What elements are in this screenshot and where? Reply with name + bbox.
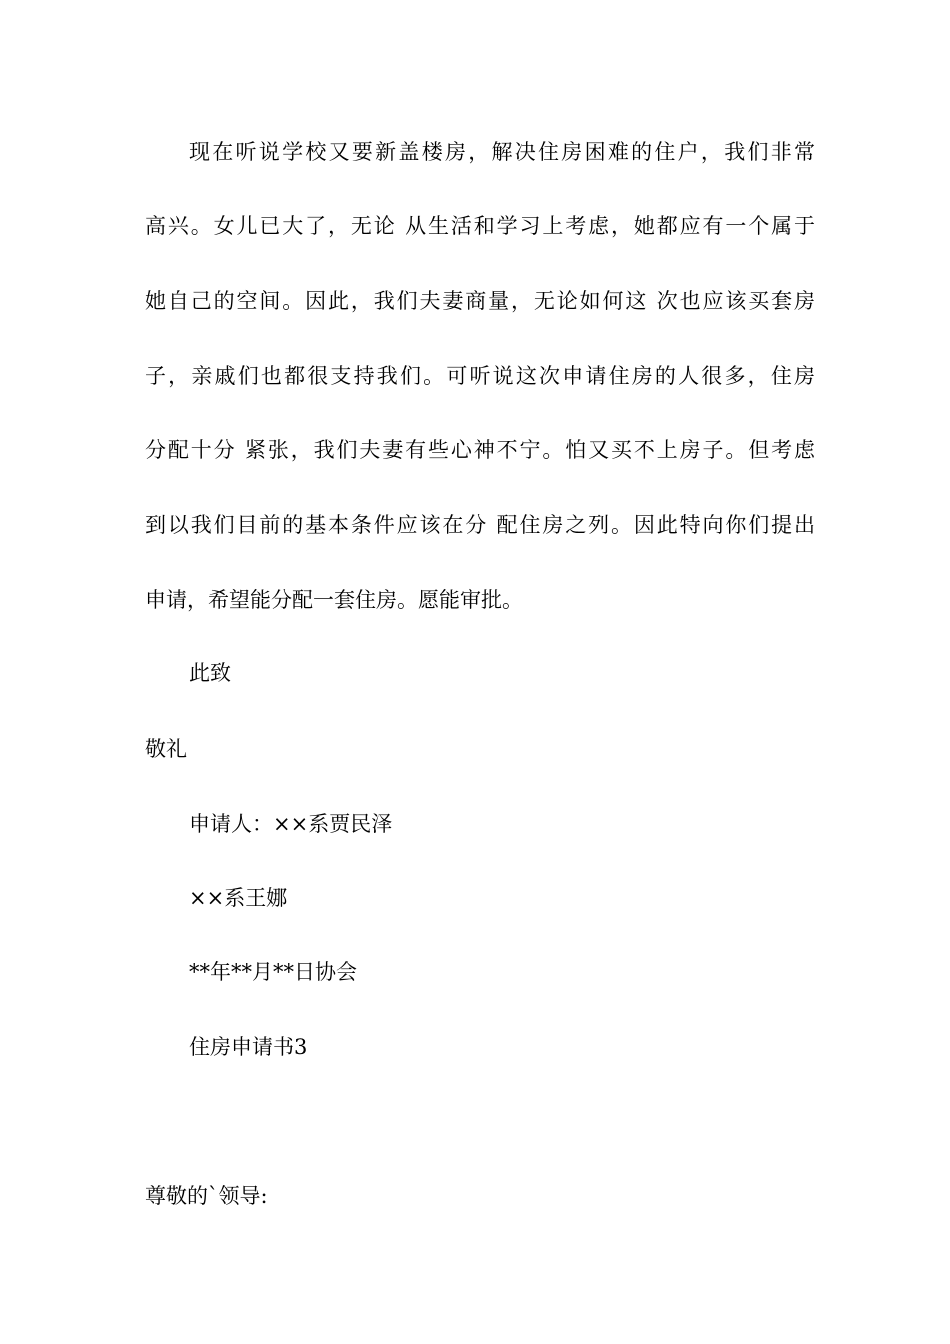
date-line: **年**月**日协会 bbox=[189, 960, 357, 984]
paragraph-line: 到以我们目前的基本条件应该在分 配住房之列。因此特向你们提出 bbox=[145, 513, 815, 537]
applicant-line: ××系王娜 bbox=[189, 886, 288, 910]
paragraph-line: 高兴。女儿已大了，无论 从生活和学习上考虑，她都应有一个属于 bbox=[145, 214, 815, 238]
next-document-title: 住房申请书3 bbox=[189, 1035, 308, 1059]
salute-text: 敬礼 bbox=[145, 737, 187, 761]
closing-text: 此致 bbox=[189, 661, 231, 685]
paragraph-line: 分配十分 紧张，我们夫妻有些心神不宁。怕又买不上房子。但考虑 bbox=[145, 438, 815, 462]
paragraph-line: 子，亲戚们也都很支持我们。可听说这次申请住房的人很多，住房 bbox=[145, 364, 815, 388]
paragraph-line: 她自己的空间。因此，我们夫妻商量，无论如何这 次也应该买套房 bbox=[145, 289, 815, 313]
applicant-line: 申请人：××系贾民泽 bbox=[189, 812, 393, 836]
paragraph-line: 现在听说学校又要新盖楼房，解决住房困难的住户，我们非常 bbox=[189, 140, 815, 164]
greeting-line: 尊敬的`领导: bbox=[145, 1184, 268, 1208]
paragraph-line-last: 申请，希望能分配一套住房。愿能审批。 bbox=[145, 588, 523, 612]
